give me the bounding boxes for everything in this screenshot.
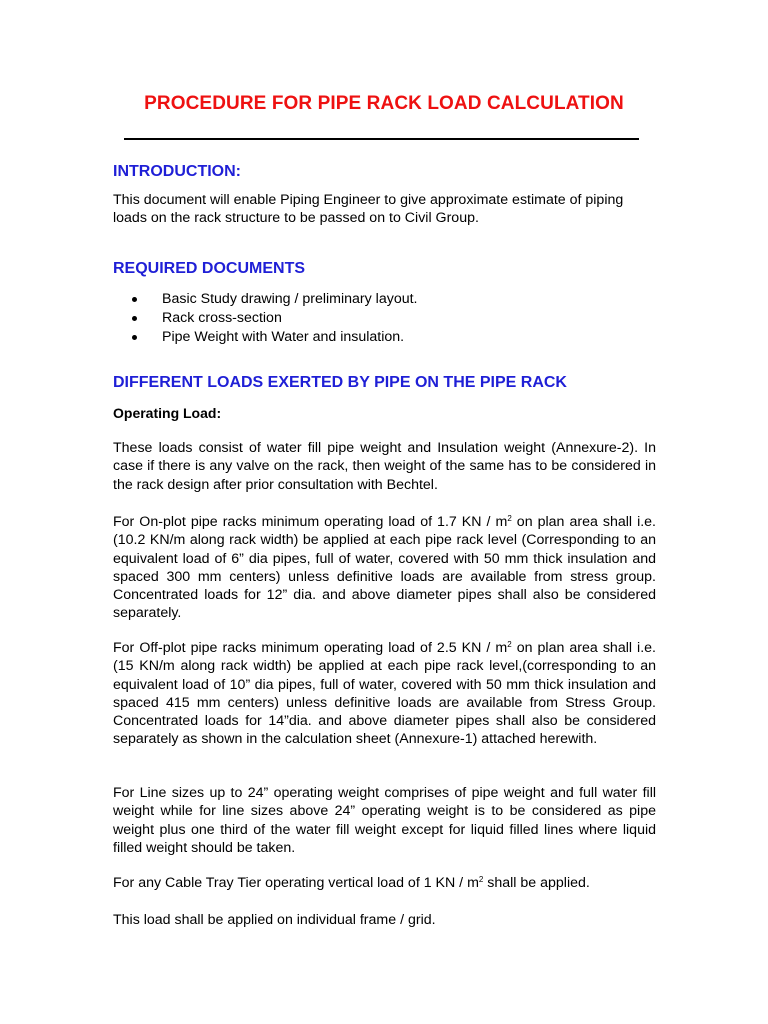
- superscript: 2: [507, 640, 512, 649]
- list-item-text: Pipe Weight with Water and insulation.: [162, 329, 405, 345]
- paragraph-individual-frame: This load shall be applied on individual frame / grid.: [113, 912, 436, 928]
- paragraph-off-plot-rest: on plan area shall i.e. (15 KN/m along rack width) be applied at each pipe rack level,(corresponding to an equivalent load of 10” dia pipes, full of water, covered with 50 mm thick insulation and spaced 415 mm centers) unless definitive loads are available from Stress Group. Concentrated loads for 14”dia. and above diameter pipes shall also be considered separately as shown in the calculation sheet (Annexure-1) attached herewith.: [113, 640, 656, 748]
- paragraph-line-sizes: For Line sizes up to 24” operating weight comprises of pipe weight and full water fill weight while for line sizes above 24” operating weight is to be considered as pipe weight plus one third of the water fill weight except for liquid filled lines where liquid filled weight should be taken.: [113, 785, 656, 856]
- introduction-text: This document will enable Piping Engineer to give approximate estimate of piping loads on the rack structure to be passed on to Civil Group.: [113, 192, 624, 227]
- list-item: [113, 290, 418, 309]
- required-documents-heading: REQUIRED DOCUMENTS: [113, 260, 306, 277]
- paragraph-on-plot-rest: on plan area shall i.e. (10.2 KN/m along rack width) be applied at each pipe rack level (Corresponding to an equivalent load of 6” dia pipes, full of water, covered with 50 mm thick insulation and spaced 300 mm centers) unless definitive loads are available from stress group. Concentrated loads for 12” dia. and above diameter pipes shall also be considered separately.: [113, 514, 656, 622]
- list-item-text: Basic Study drawing / preliminary layout.: [162, 291, 418, 307]
- paragraph-operating-load: These loads consist of water fill pipe weight and Insulation weight (Annexure-2). In case if there is any valve on the rack, then weight of the same has to be considered in the rack design after prior consultation with Bechtel.: [113, 440, 656, 493]
- bullet-icon: [132, 335, 137, 340]
- required-documents-list: [113, 290, 418, 347]
- list-item-text: Rack cross-section: [162, 310, 282, 326]
- paragraph-off-plot-lead: For Off-plot pipe racks minimum operating load of 2.5 KN / m: [113, 640, 508, 656]
- paragraph-on-plot-lead: For On-plot pipe racks minimum operating load of 1.7 KN / m: [113, 514, 508, 530]
- paragraph-cable-tray-lead: For any Cable Tray Tier operating vertical load of 1 KN / m: [113, 875, 479, 891]
- paragraph-cable-tray-rest: shall be applied.: [483, 875, 590, 891]
- document-title: PROCEDURE FOR PIPE RACK LOAD CALCULATION: [144, 93, 624, 114]
- list-item: [113, 328, 418, 347]
- superscript: 2: [478, 875, 484, 884]
- introduction-heading: INTRODUCTION:: [113, 163, 241, 180]
- superscript: 2: [507, 514, 512, 523]
- paragraph-cable-tray: [113, 874, 656, 892]
- operating-load-heading: Operating Load:: [113, 405, 222, 421]
- paragraph-on-plot: [113, 513, 656, 623]
- bullet-icon: [132, 297, 137, 302]
- paragraph-off-plot: [113, 639, 656, 749]
- list-item: [113, 309, 418, 328]
- loads-heading: DIFFERENT LOADS EXERTED BY PIPE ON THE PIPE RACK: [113, 374, 567, 391]
- bullet-icon: [132, 316, 137, 321]
- title-underline-rule: [124, 138, 639, 140]
